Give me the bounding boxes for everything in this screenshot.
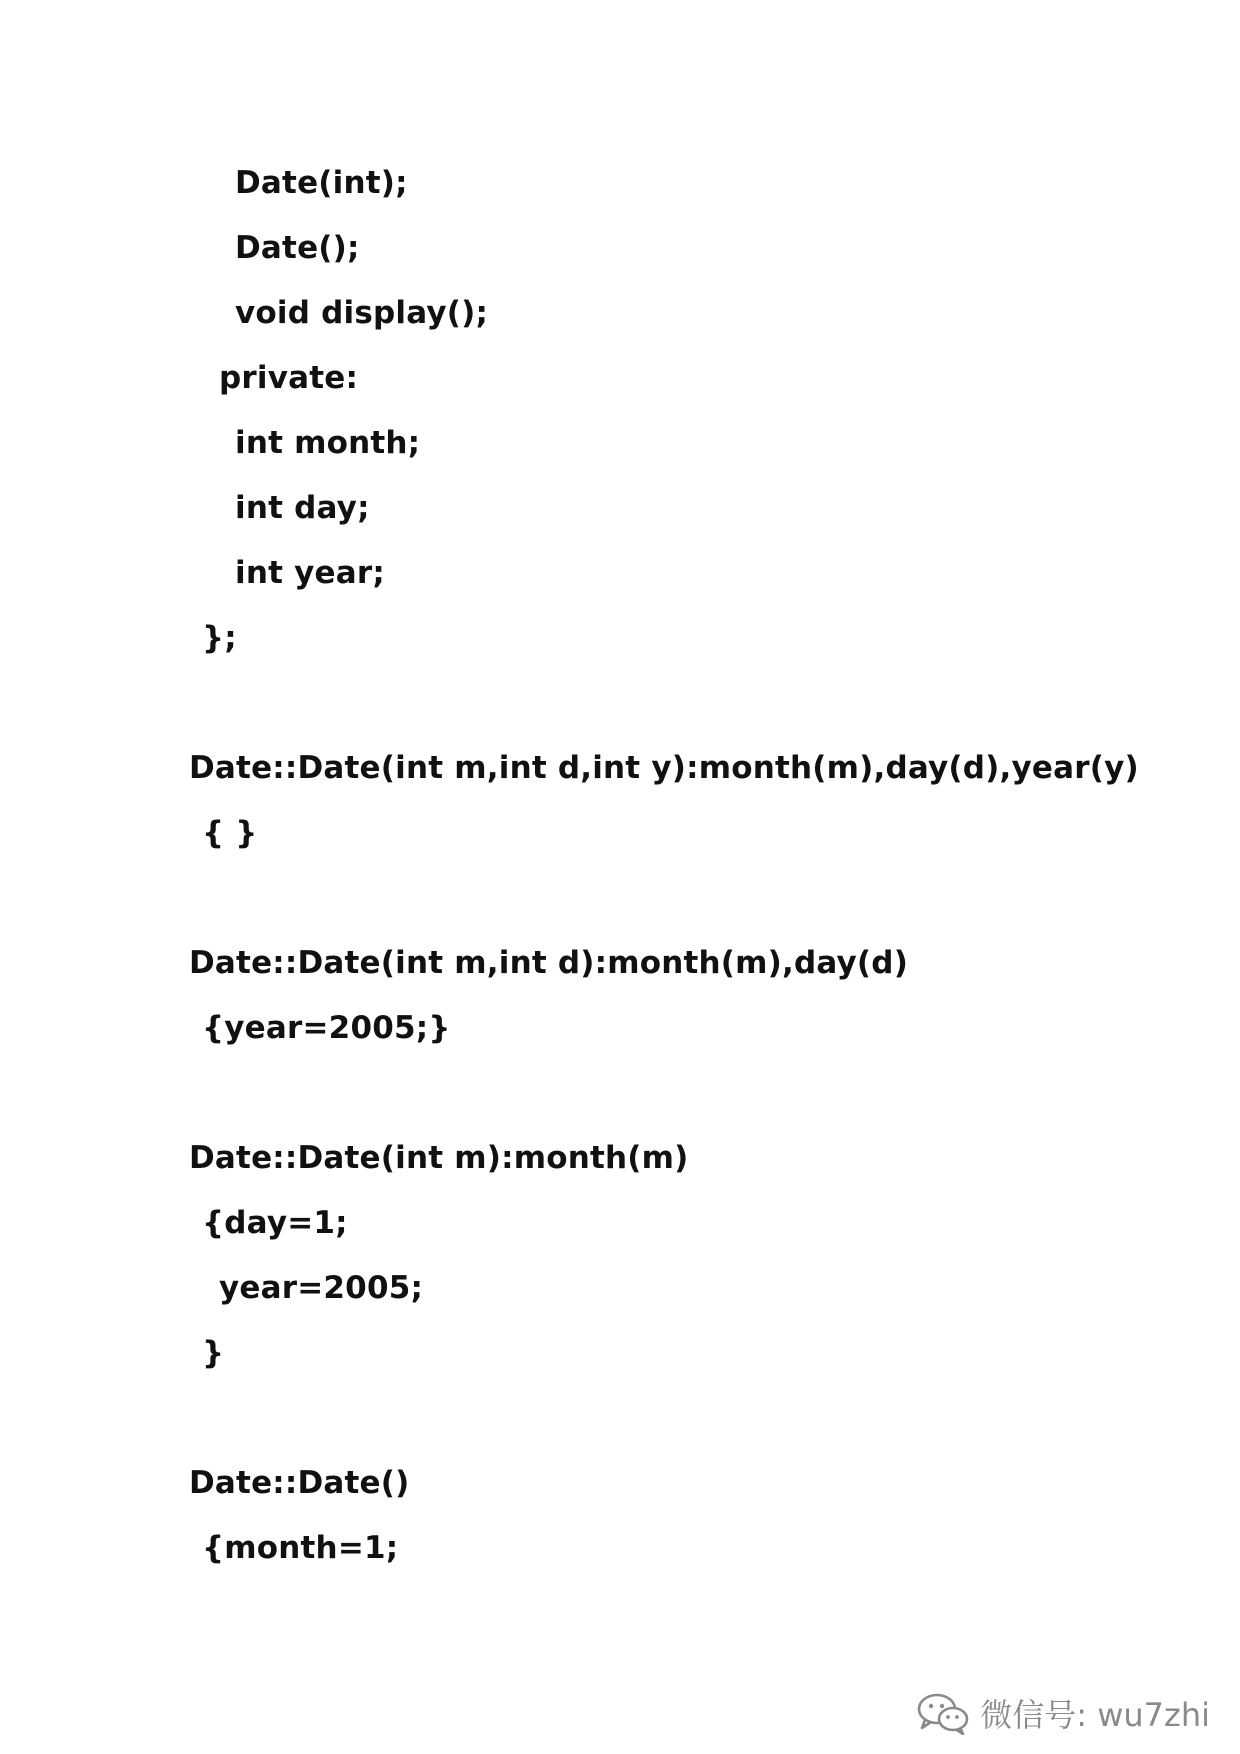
code-line: Date::Date()	[189, 1465, 410, 1501]
code-line: int day;	[235, 490, 370, 526]
code-line: Date::Date(int m,int d):month(m),day(d)	[189, 945, 909, 981]
wechat-icon	[916, 1691, 970, 1735]
code-line: int year;	[235, 555, 385, 591]
wechat-watermark	[916, 1688, 1210, 1738]
code-line: Date(int);	[235, 165, 408, 201]
code-line: {month=1;	[202, 1530, 399, 1566]
code-line: Date();	[235, 230, 360, 266]
code-line: {year=2005;}	[202, 1010, 451, 1046]
code-line: year=2005;	[219, 1270, 424, 1306]
code-line: Date::Date(int m):month(m)	[189, 1140, 689, 1176]
code-line: void display();	[235, 295, 489, 331]
code-line: Date::Date(int m,int d,int y):month(m),day(d),year(y)	[189, 750, 1139, 786]
code-line: {day=1;	[202, 1205, 348, 1241]
watermark-text: 微信号: wu7zhi	[980, 1696, 1210, 1734]
code-line: }	[202, 1335, 225, 1371]
code-line: { }	[202, 815, 258, 851]
code-line: };	[202, 620, 237, 656]
code-line: private:	[219, 360, 359, 396]
code-line: int month;	[235, 425, 421, 461]
